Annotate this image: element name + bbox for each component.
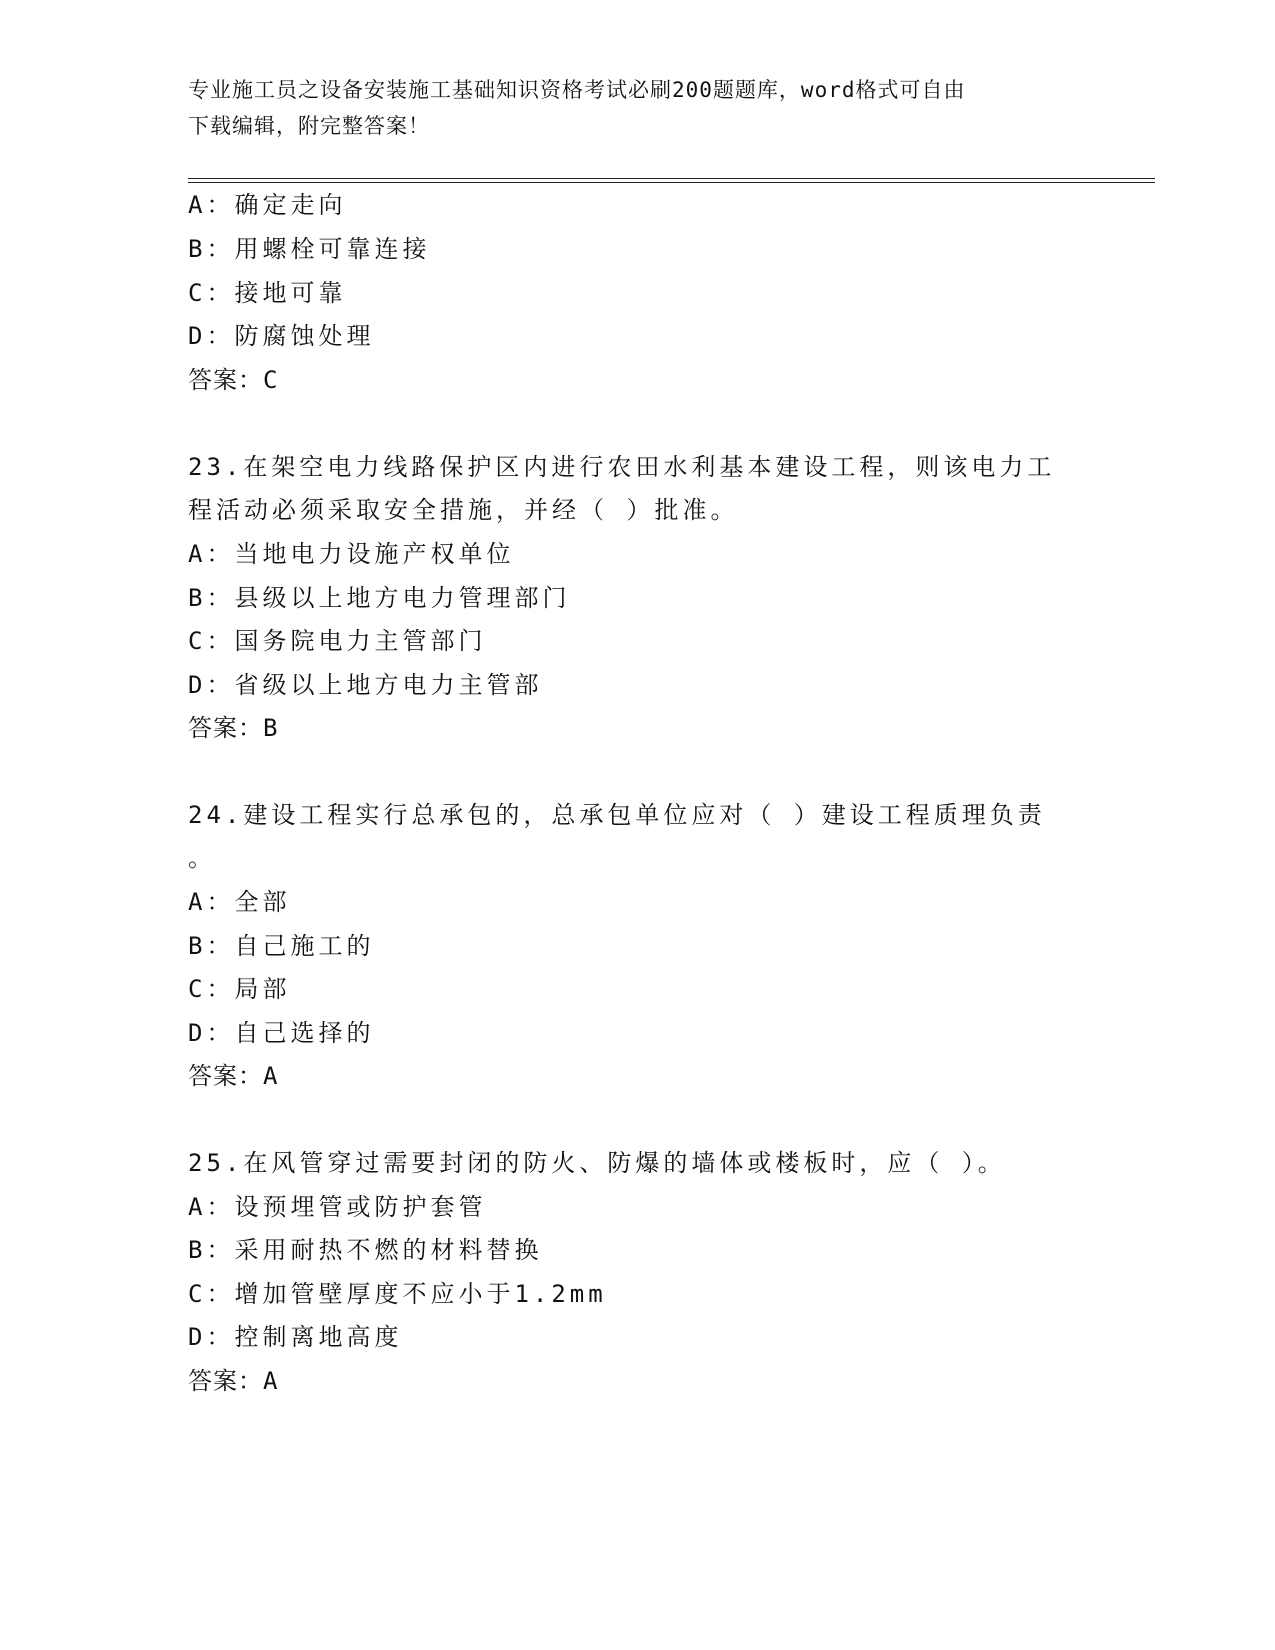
q25-question-line-1: 25.在风管穿过需要封闭的防火、防爆的墙体或楼板时，应（ ）。 [188, 1149, 1006, 1177]
header-line-2: 下载编辑，附完整答案！ [188, 114, 430, 138]
q24-question-line-2: 。 [188, 844, 216, 872]
q23-question-line-1: 23.在架空电力线路保护区内进行农田水利基本建设工程，则该电力工 [188, 453, 1056, 481]
q25-answer: 答案：A [188, 1367, 279, 1395]
q22-answer: 答案：C [188, 366, 279, 394]
q23-option-b: B：县级以上地方电力管理部门 [188, 584, 571, 612]
q25-option-a: A：设预埋管或防护套管 [188, 1193, 487, 1221]
q23-option-d: D：省级以上地方电力主管部 [188, 671, 543, 699]
q23-question-line-2: 程活动必须采取安全措施，并经（ ）批准。 [188, 496, 739, 524]
q24-option-c: C：局部 [188, 975, 291, 1003]
q24-answer: 答案：A [188, 1062, 279, 1090]
q23-option-a: A：当地电力设施产权单位 [188, 540, 515, 568]
q24-question-line-1: 24.建设工程实行总承包的，总承包单位应对（ ）建设工程质理负责 [188, 801, 1046, 829]
q22-option-a: A：确定走向 [188, 191, 347, 219]
q22-option-d: D：防腐蚀处理 [188, 322, 375, 350]
q24-option-b: B：自己施工的 [188, 932, 375, 960]
document-header [188, 72, 1088, 144]
q25-option-b: B：采用耐热不燃的材料替换 [188, 1236, 543, 1264]
q23-answer: 答案：B [188, 714, 279, 742]
q25-option-c: C：增加管壁厚度不应小于1.2mm [188, 1280, 607, 1308]
q23-option-c: C：国务院电力主管部门 [188, 627, 487, 655]
header-divider [188, 178, 1155, 183]
q22-option-b: B：用螺栓可靠连接 [188, 235, 431, 263]
q22-option-c: C：接地可靠 [188, 279, 347, 307]
header-line-1: 专业施工员之设备安装施工基础知识资格考试必刷200题题库，word格式可自由 [188, 78, 966, 102]
q24-option-d: D：自己选择的 [188, 1019, 375, 1047]
q25-option-d: D：控制离地高度 [188, 1323, 403, 1351]
q24-option-a: A：全部 [188, 888, 291, 916]
